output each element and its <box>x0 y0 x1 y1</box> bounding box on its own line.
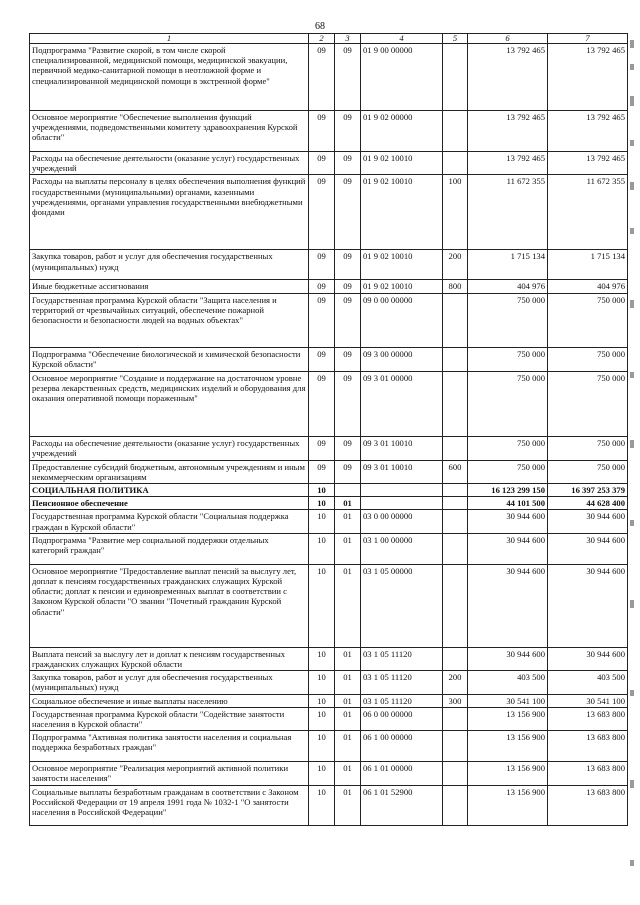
cell-expense-type <box>443 647 468 670</box>
cell-amount-year2: 13 792 465 <box>548 111 628 152</box>
cell-section: 10 <box>309 762 335 785</box>
cell-target-article: 03 0 00 00000 <box>361 510 443 533</box>
table-row <box>30 671 628 694</box>
cell-expense-type <box>443 762 468 785</box>
cell-target-article: 03 1 05 11120 <box>361 671 443 694</box>
cell-expense-type <box>443 510 468 533</box>
table-row <box>30 175 628 250</box>
table-row <box>30 564 628 647</box>
cell-target-article: 03 1 05 11120 <box>361 647 443 670</box>
cell-name: Социальные выплаты безработным гражданам в соответствии с Законом Российской Федерации от 19 апреля 1991 года № 1032-1 "О занятости населения в Российской Федерации" <box>30 785 309 825</box>
cell-amount-year1: 750 000 <box>468 347 548 371</box>
cell-amount-year2: 16 397 253 379 <box>548 484 628 497</box>
cell-expense-type <box>443 707 468 730</box>
cell-section: 09 <box>309 347 335 371</box>
cell-amount-year2: 13 792 465 <box>548 152 628 175</box>
cell-subsection: 09 <box>335 111 361 152</box>
cell-subsection: 09 <box>335 460 361 483</box>
cell-name: Основное мероприятие "Реализация мероприятий активной политики занятости населения" <box>30 762 309 785</box>
column-header: 7 <box>548 34 628 44</box>
cell-name: Государственная программа Курской области "Содействие занятости населения в Курской области" <box>30 707 309 730</box>
cell-name: Предоставление субсидий бюджетным, автономным учреждениям и иным некоммерческим организациям <box>30 460 309 483</box>
cell-name: Основное мероприятие "Обеспечение выполнения функций учреждениями, подведомственными комитету здравоохранения Курской области" <box>30 111 309 152</box>
cell-amount-year1: 13 792 465 <box>468 44 548 111</box>
cell-expense-type <box>443 347 468 371</box>
cell-subsection: 01 <box>335 497 361 510</box>
cell-target-article: 03 1 05 00000 <box>361 564 443 647</box>
cell-name: Социальное обеспечение и иные выплаты населению <box>30 694 309 707</box>
cell-name: Подпрограмма "Обеспечение биологической и химической безопасности Курской области" <box>30 347 309 371</box>
cell-amount-year1: 750 000 <box>468 436 548 460</box>
cell-subsection <box>335 484 361 497</box>
cell-amount-year2: 1 715 134 <box>548 250 628 280</box>
cell-target-article <box>361 484 443 497</box>
cell-name: Иные бюджетные ассигнования <box>30 280 309 293</box>
cell-target-article: 06 1 01 00000 <box>361 762 443 785</box>
cell-section: 10 <box>309 694 335 707</box>
cell-subsection: 09 <box>335 347 361 371</box>
cell-target-article: 09 3 01 00000 <box>361 371 443 436</box>
cell-section: 09 <box>309 152 335 175</box>
cell-target-article: 06 1 01 52900 <box>361 785 443 825</box>
cell-target-article: 01 9 02 00000 <box>361 111 443 152</box>
cell-amount-year2: 13 683 800 <box>548 707 628 730</box>
cell-subsection: 01 <box>335 647 361 670</box>
cell-name: Выплата пенсий за выслугу лет и доплат к пенсиям государственных гражданских служащих Курской области <box>30 647 309 670</box>
table-row <box>30 347 628 371</box>
column-header: 4 <box>361 34 443 44</box>
cell-expense-type: 100 <box>443 175 468 250</box>
cell-expense-type: 200 <box>443 671 468 694</box>
column-header: 3 <box>335 34 361 44</box>
cell-amount-year2: 11 672 355 <box>548 175 628 250</box>
cell-subsection: 01 <box>335 694 361 707</box>
cell-amount-year1: 30 944 600 <box>468 533 548 564</box>
cell-name: Закупка товаров, работ и услуг для обеспечения государственных (муниципальных) нужд <box>30 250 309 280</box>
cell-target-article: 01 9 02 10010 <box>361 250 443 280</box>
cell-subsection: 09 <box>335 280 361 293</box>
cell-amount-year2: 404 976 <box>548 280 628 293</box>
cell-expense-type <box>443 497 468 510</box>
cell-name: Государственная программа Курской области "Защита населения и территорий от чрезвычайных ситуаций, обеспечение пожарной безопасности и безопасности людей на водных объектах" <box>30 293 309 347</box>
cell-target-article: 01 9 00 00000 <box>361 44 443 111</box>
cell-expense-type <box>443 436 468 460</box>
table-row <box>30 44 628 111</box>
budget-table <box>29 33 628 826</box>
cell-target-article: 01 9 02 10010 <box>361 175 443 250</box>
table-row <box>30 762 628 785</box>
cell-section: 10 <box>309 731 335 762</box>
cell-target-article: 06 1 00 00000 <box>361 731 443 762</box>
table-row <box>30 731 628 762</box>
cell-section: 09 <box>309 111 335 152</box>
cell-amount-year2: 30 944 600 <box>548 533 628 564</box>
cell-amount-year1: 13 156 900 <box>468 731 548 762</box>
cell-target-article: 06 0 00 00000 <box>361 707 443 730</box>
table-row <box>30 647 628 670</box>
cell-name: Расходы на обеспечение деятельности (оказание услуг) государственных учреждений <box>30 436 309 460</box>
cell-section: 10 <box>309 564 335 647</box>
table-row <box>30 533 628 564</box>
table-row <box>30 510 628 533</box>
column-number-row <box>30 34 628 44</box>
cell-section: 09 <box>309 175 335 250</box>
cell-amount-year1: 11 672 355 <box>468 175 548 250</box>
cell-subsection: 01 <box>335 510 361 533</box>
cell-subsection: 09 <box>335 175 361 250</box>
table-row <box>30 484 628 497</box>
cell-amount-year1: 30 944 600 <box>468 564 548 647</box>
cell-expense-type <box>443 731 468 762</box>
cell-name: Основное мероприятие "Создание и поддержание на достаточном уровне резерва лекарственных средств, медицинских изделий и оборудования для оказания оперативной помощи пораженным" <box>30 371 309 436</box>
cell-section: 09 <box>309 436 335 460</box>
cell-expense-type <box>443 371 468 436</box>
table-row <box>30 497 628 510</box>
cell-target-article <box>361 497 443 510</box>
cell-subsection: 09 <box>335 436 361 460</box>
cell-subsection: 09 <box>335 250 361 280</box>
cell-section: 09 <box>309 250 335 280</box>
table-row <box>30 293 628 347</box>
cell-name: Государственная программа Курской области "Социальная поддержка граждан в Курской области" <box>30 510 309 533</box>
cell-amount-year1: 13 792 465 <box>468 152 548 175</box>
column-header: 1 <box>30 34 309 44</box>
cell-name: Закупка товаров, работ и услуг для обеспечения государственных (муниципальных) нужд <box>30 671 309 694</box>
cell-amount-year2: 13 683 800 <box>548 785 628 825</box>
cell-subsection: 01 <box>335 785 361 825</box>
cell-amount-year2: 750 000 <box>548 293 628 347</box>
cell-amount-year1: 750 000 <box>468 293 548 347</box>
cell-section: 09 <box>309 293 335 347</box>
cell-section: 09 <box>309 280 335 293</box>
table-row <box>30 785 628 825</box>
table-row <box>30 436 628 460</box>
cell-subsection: 09 <box>335 152 361 175</box>
cell-amount-year1: 13 792 465 <box>468 111 548 152</box>
cell-name: Расходы на выплаты персоналу в целях обеспечения выполнения функций государственными (муниципальными) органами, казенными учреждениями, органами управления государственными внебюджетными фондами <box>30 175 309 250</box>
cell-expense-type <box>443 533 468 564</box>
cell-amount-year1: 16 123 299 150 <box>468 484 548 497</box>
cell-amount-year1: 1 715 134 <box>468 250 548 280</box>
cell-name: Подпрограмма "Развитие скорой, в том числе скорой специализированной, медицинской помощи, медицинской эвакуации, первичной медико-санитарной помощи в неотложной форме и специализированной медицинской помощи в экстренной форме" <box>30 44 309 111</box>
cell-subsection: 01 <box>335 533 361 564</box>
cell-subsection: 01 <box>335 731 361 762</box>
cell-amount-year1: 404 976 <box>468 280 548 293</box>
cell-name: Подпрограмма "Развитие мер социальной поддержки отдельных категорий граждан" <box>30 533 309 564</box>
cell-section: 10 <box>309 707 335 730</box>
cell-name: Подпрограмма "Активная политика занятости населения и социальная поддержка безработных граждан" <box>30 731 309 762</box>
cell-amount-year1: 30 944 600 <box>468 510 548 533</box>
page-number: 68 <box>315 21 325 32</box>
cell-expense-type: 300 <box>443 694 468 707</box>
cell-target-article: 01 9 02 10010 <box>361 280 443 293</box>
cell-amount-year1: 30 541 100 <box>468 694 548 707</box>
table-row <box>30 250 628 280</box>
cell-amount-year2: 13 792 465 <box>548 44 628 111</box>
cell-section: 09 <box>309 460 335 483</box>
cell-amount-year2: 13 683 800 <box>548 762 628 785</box>
cell-amount-year1: 13 156 900 <box>468 785 548 825</box>
scan-edge-marks <box>600 0 640 905</box>
cell-name: Расходы на обеспечение деятельности (оказание услуг) государственных учреждений <box>30 152 309 175</box>
cell-section: 10 <box>309 785 335 825</box>
cell-subsection: 09 <box>335 44 361 111</box>
cell-name: Основное мероприятие "Предоставление выплат пенсий за выслугу лет, доплат к пенсиям государственных гражданских служащих Курской области; доплат к пенсии и единовременных выплат в соответствии с Законом Курской области "О звании "Почетный гражданин Курской области" <box>30 564 309 647</box>
cell-amount-year2: 403 500 <box>548 671 628 694</box>
cell-amount-year2: 750 000 <box>548 436 628 460</box>
cell-section: 10 <box>309 533 335 564</box>
cell-amount-year2: 30 944 600 <box>548 564 628 647</box>
column-header: 2 <box>309 34 335 44</box>
cell-section: 10 <box>309 484 335 497</box>
cell-amount-year1: 403 500 <box>468 671 548 694</box>
cell-section: 10 <box>309 510 335 533</box>
cell-section: 09 <box>309 44 335 111</box>
cell-amount-year2: 750 000 <box>548 371 628 436</box>
table-row <box>30 460 628 483</box>
table-row <box>30 152 628 175</box>
cell-amount-year2: 30 944 600 <box>548 647 628 670</box>
cell-amount-year1: 13 156 900 <box>468 762 548 785</box>
cell-expense-type <box>443 44 468 111</box>
cell-subsection: 01 <box>335 707 361 730</box>
cell-expense-type <box>443 111 468 152</box>
cell-expense-type <box>443 564 468 647</box>
cell-subsection: 09 <box>335 293 361 347</box>
cell-target-article: 03 1 00 00000 <box>361 533 443 564</box>
cell-name: Пенсионное обеспечение <box>30 497 309 510</box>
cell-amount-year2: 750 000 <box>548 347 628 371</box>
cell-expense-type: 200 <box>443 250 468 280</box>
column-header: 6 <box>468 34 548 44</box>
cell-section: 10 <box>309 647 335 670</box>
table-row <box>30 371 628 436</box>
cell-amount-year1: 44 101 500 <box>468 497 548 510</box>
cell-expense-type <box>443 152 468 175</box>
cell-amount-year2: 750 000 <box>548 460 628 483</box>
cell-section: 10 <box>309 671 335 694</box>
cell-amount-year2: 30 541 100 <box>548 694 628 707</box>
table-row <box>30 707 628 730</box>
cell-amount-year1: 13 156 900 <box>468 707 548 730</box>
cell-amount-year1: 750 000 <box>468 371 548 436</box>
table-row <box>30 111 628 152</box>
cell-amount-year1: 30 944 600 <box>468 647 548 670</box>
cell-section: 10 <box>309 497 335 510</box>
cell-subsection: 01 <box>335 671 361 694</box>
cell-target-article: 03 1 05 11120 <box>361 694 443 707</box>
cell-amount-year2: 30 944 600 <box>548 510 628 533</box>
cell-expense-type <box>443 293 468 347</box>
cell-name: СОЦИАЛЬНАЯ ПОЛИТИКА <box>30 484 309 497</box>
cell-expense-type: 600 <box>443 460 468 483</box>
cell-expense-type: 800 <box>443 280 468 293</box>
cell-target-article: 09 3 00 00000 <box>361 347 443 371</box>
cell-subsection: 01 <box>335 762 361 785</box>
column-header: 5 <box>443 34 468 44</box>
table-body <box>30 44 628 826</box>
cell-amount-year2: 13 683 800 <box>548 731 628 762</box>
cell-subsection: 01 <box>335 564 361 647</box>
cell-expense-type <box>443 484 468 497</box>
cell-target-article: 09 3 01 10010 <box>361 460 443 483</box>
cell-subsection: 09 <box>335 371 361 436</box>
cell-target-article: 09 3 01 10010 <box>361 436 443 460</box>
cell-amount-year2: 44 628 400 <box>548 497 628 510</box>
cell-target-article: 09 0 00 00000 <box>361 293 443 347</box>
cell-target-article: 01 9 02 10010 <box>361 152 443 175</box>
cell-amount-year1: 750 000 <box>468 460 548 483</box>
table-row <box>30 280 628 293</box>
cell-section: 09 <box>309 371 335 436</box>
cell-expense-type <box>443 785 468 825</box>
table-row <box>30 694 628 707</box>
